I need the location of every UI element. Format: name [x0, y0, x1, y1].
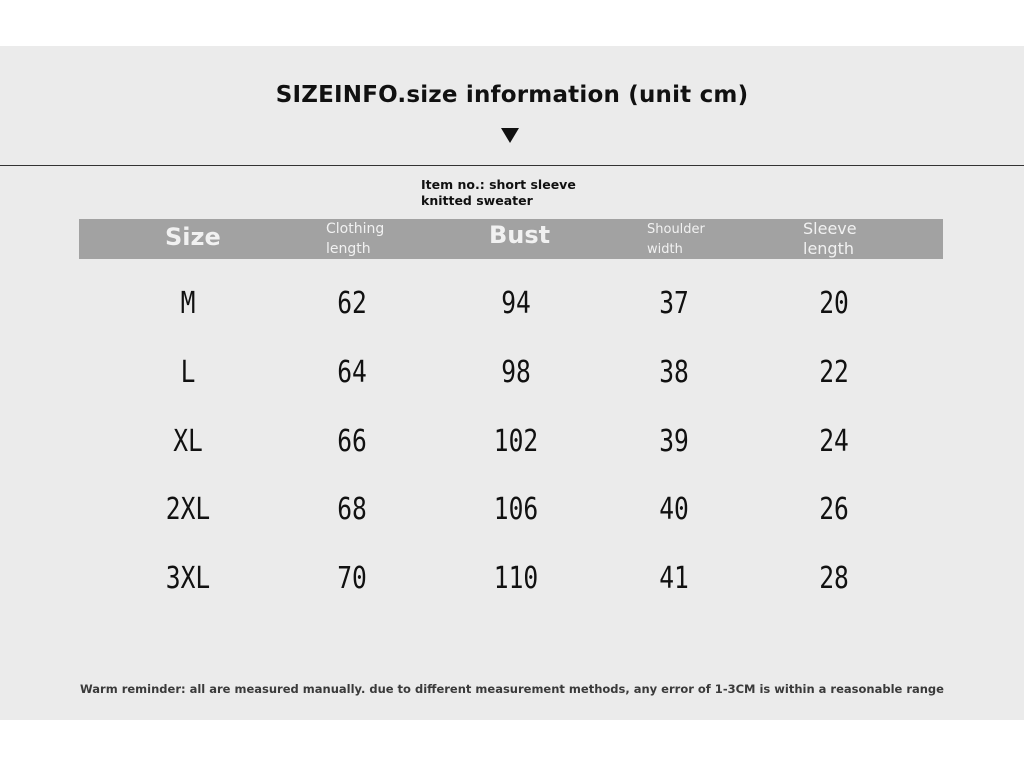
warm-reminder-note: Warm reminder: all are measured manually. due to different measurement methods, any error of 1-3CM is within a reasonable range	[80, 682, 944, 696]
cell-clothing-length: 62	[337, 286, 367, 321]
cell-bust: 102	[493, 424, 539, 459]
header-sleeve-length-line-2: length	[803, 239, 854, 258]
header-size: Size	[165, 223, 221, 251]
cell-shoulder-width: 37	[659, 286, 689, 321]
cell-bust: 110	[493, 561, 539, 596]
header-shoulder-width-line-2: width	[647, 242, 683, 257]
cell-clothing-length: 66	[337, 424, 367, 459]
cell-size: XL	[173, 424, 203, 459]
cell-bust: 98	[501, 355, 531, 390]
divider	[0, 165, 1024, 166]
cell-sleeve-length: 24	[819, 424, 849, 459]
header-shoulder-width	[647, 220, 705, 260]
cell-clothing-length: 64	[337, 355, 367, 390]
header-clothing-length-line-1: Clothing	[326, 221, 385, 237]
item-number-line-2: knitted sweater	[421, 193, 533, 208]
header-sleeve-length	[803, 219, 857, 259]
table-row	[0, 478, 1024, 546]
item-number-line-1: Item no.: short sleeve	[421, 177, 576, 192]
cell-sleeve-length: 28	[819, 561, 849, 596]
cell-size: L	[180, 355, 196, 390]
cell-shoulder-width: 40	[659, 492, 689, 527]
table-row	[0, 341, 1024, 409]
cell-size: 2XL	[165, 492, 211, 527]
cell-size: M	[180, 286, 196, 321]
cell-clothing-length: 68	[337, 492, 367, 527]
header-clothing-length	[326, 219, 384, 259]
cell-sleeve-length: 26	[819, 492, 849, 527]
table-row	[0, 272, 1024, 340]
item-number	[421, 177, 641, 209]
table-row	[0, 410, 1024, 478]
table-header	[79, 219, 943, 259]
header-sleeve-length-line-1: Sleeve	[803, 219, 857, 238]
cell-size: 3XL	[165, 561, 211, 596]
table-row	[0, 547, 1024, 615]
header-bust: Bust	[489, 221, 551, 249]
header-shoulder-width-line-1: Shoulder	[647, 222, 705, 237]
cell-sleeve-length: 20	[819, 286, 849, 321]
header-clothing-length-line-2: length	[326, 241, 371, 257]
cell-shoulder-width: 39	[659, 424, 689, 459]
triangle-down-icon	[501, 128, 519, 143]
cell-shoulder-width: 41	[659, 561, 689, 596]
cell-bust: 106	[493, 492, 539, 527]
cell-shoulder-width: 38	[659, 355, 689, 390]
cell-sleeve-length: 22	[819, 355, 849, 390]
page-title: SIZEINFO.size information (unit cm)	[275, 82, 749, 108]
cell-clothing-length: 70	[337, 561, 367, 596]
cell-bust: 94	[501, 286, 531, 321]
